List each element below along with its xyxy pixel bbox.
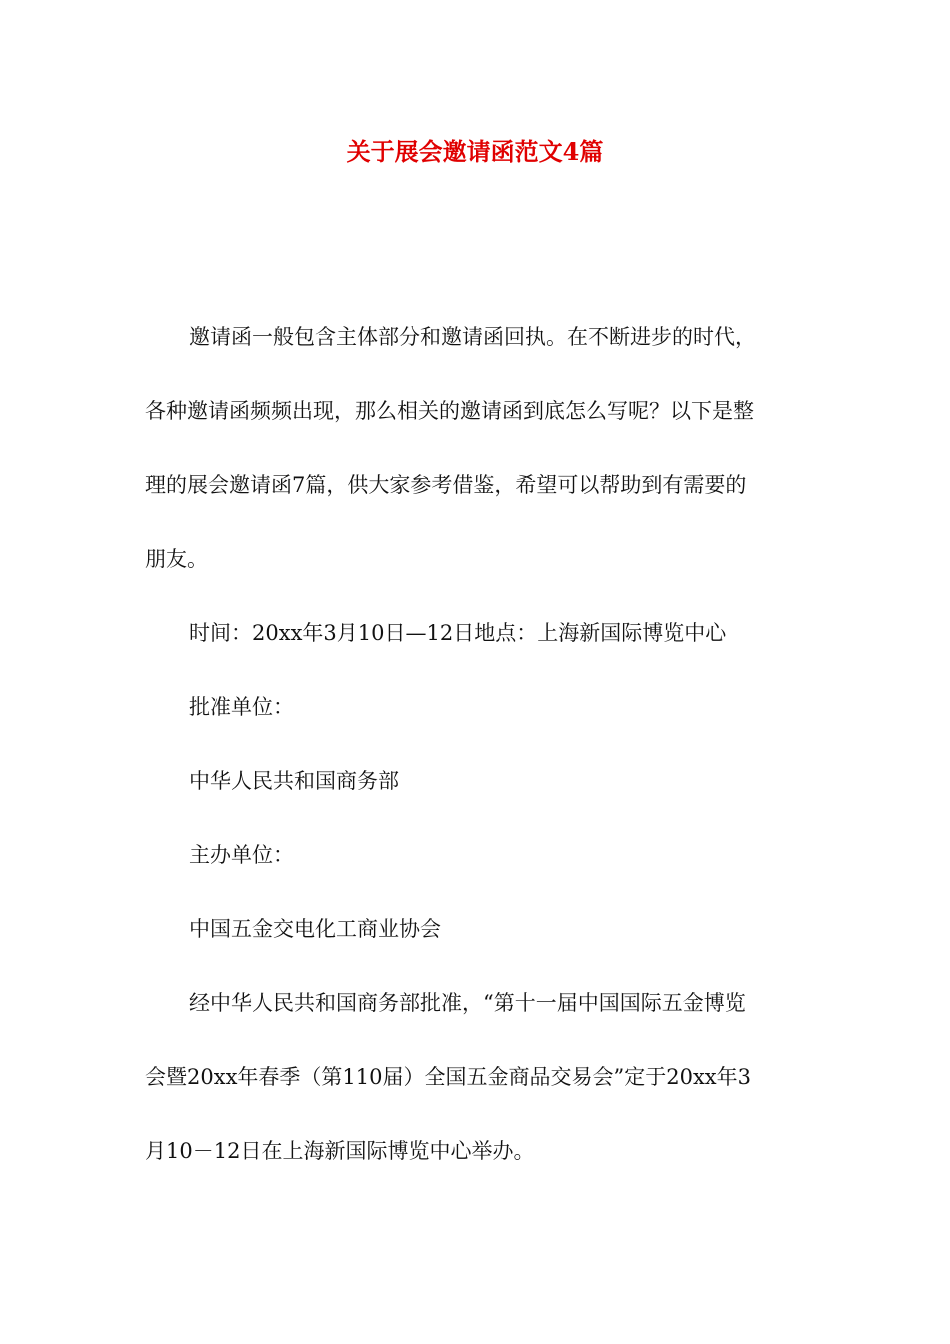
approval-label: 批准单位： [189,695,294,719]
host-org: 中国五金交电化工商业协会 [189,917,441,941]
main-line-1: 经中华人民共和国商务部批准，“第十一届中国国际五金博览 [189,991,746,1015]
intro-line-3: 理的展会邀请函7篇，供大家参考借鉴，希望可以帮助到有需要的 [145,473,747,497]
intro-line-1: 邀请函一般包含主体部分和邀请函回执。在不断进步的时代， [189,325,756,349]
document-body [145,300,810,1188]
document-title: 关于展会邀请函范文4篇 [346,137,604,166]
time-place-line: 时间：20xx年3月10日—12日地点：上海新国际博览中心 [189,621,727,645]
main-line-2: 会暨20xx年春季（第110届）全国五金商品交易会”定于20xx年3 [145,1065,751,1089]
intro-line-2: 各种邀请函频频出现，那么相关的邀请函到底怎么写呢？以下是整 [145,399,754,423]
host-label: 主办单位： [189,843,294,867]
intro-line-4: 朋友。 [145,547,208,571]
main-line-3: 月10－12日在上海新国际博览中心举办。 [145,1139,535,1163]
approval-org: 中华人民共和国商务部 [189,769,399,793]
